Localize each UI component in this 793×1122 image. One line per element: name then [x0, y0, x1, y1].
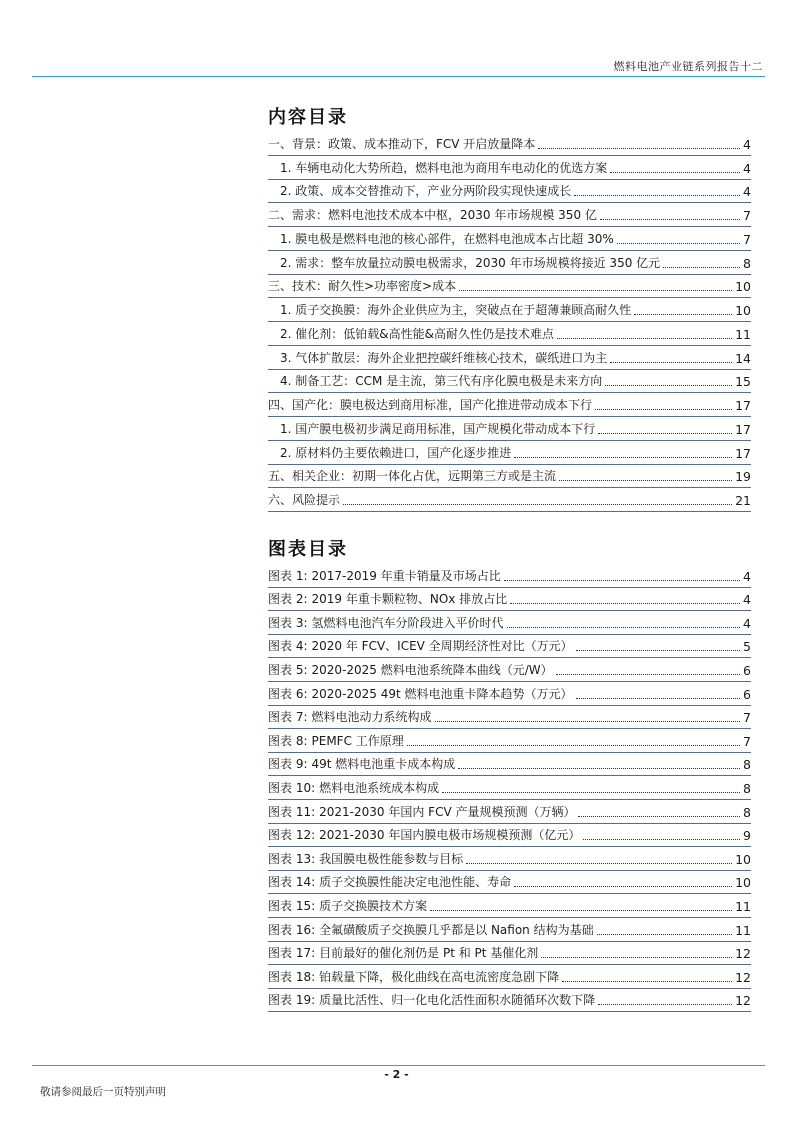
toc-entry-page: 4 [743, 184, 751, 200]
toc-entry[interactable] [268, 203, 751, 227]
figure-leader-dots [556, 674, 740, 675]
figure-entry-text: 燃料电池动力系统构成 [311, 710, 432, 725]
toc-entry-text: 1. 车辆电动化大势所趋，燃料电池为商用车电动化的优选方案 [280, 160, 608, 175]
figure-entry-text: 质子交换膜技术方案 [319, 898, 428, 913]
toc-entry-text: 2. 催化剂：低铂载&高性能&高耐久性仍是技术难点 [280, 326, 554, 341]
toc-entry-text: 2. 需求：整车放量拉动膜电极需求，2030 年市场规模将接近 350 亿元 [280, 255, 661, 270]
figure-entry[interactable] [268, 965, 751, 989]
toc-leader-dots [598, 433, 732, 434]
figure-entry-page: 7 [743, 733, 751, 749]
figure-entry[interactable] [268, 729, 751, 753]
toc-leader-dots [574, 195, 740, 196]
toc-entry-text: 2. 原材料仍主要依赖进口，国产化逐步推进 [280, 445, 512, 460]
toc-leader-dots [663, 267, 740, 268]
figure-entry-text: 49t 燃料电池重卡成本构成 [311, 757, 456, 772]
figure-entry-label: 图表 6: [268, 686, 308, 701]
figure-leader-dots [576, 650, 740, 651]
figure-entry-page: 4 [743, 568, 751, 584]
toc-leader-dots [610, 362, 732, 363]
figure-leader-dots [507, 627, 741, 628]
figure-entry-page: 4 [743, 615, 751, 631]
figure-leader-dots [407, 745, 740, 746]
toc-entry-text: 五、相关企业：初期一体化占优，远期第三方或是主流 [268, 469, 557, 484]
toc-entry[interactable] [268, 370, 751, 394]
toc-leader-dots [610, 172, 740, 173]
toc-entry-text: 2. 政策、成本交替推动下，产业分两阶段实现快速成长 [280, 184, 572, 199]
figure-entry[interactable] [268, 564, 751, 588]
toc-entry[interactable] [268, 298, 751, 322]
figure-entry-text: 质量比活性、归一化电化活性面积水随循环次数下降 [319, 993, 596, 1008]
toc-entry-page: 17 [735, 445, 751, 461]
figure-leader-dots [430, 910, 732, 911]
figure-entry-page: 11 [735, 922, 751, 938]
figure-leader-dots [541, 957, 732, 958]
figure-entry[interactable] [268, 682, 751, 706]
figure-entry-text: 全氟磺酸质子交换膜几乎都是以 Nafion 结构为基础 [319, 922, 594, 937]
report-series-title: 燃料电池产业链系列报告十二 [613, 60, 763, 73]
page-number: - 2 - [384, 1068, 409, 1081]
toc-entry[interactable] [268, 417, 751, 441]
toc-entry-text: 六、风险提示 [268, 493, 341, 507]
figure-entry-label: 图表 8: [268, 733, 308, 748]
figure-entry-label: 图表 13: [268, 851, 316, 866]
toc-entry-page: 10 [735, 303, 751, 318]
toc-entry-page: 7 [743, 231, 751, 247]
toc-entry-page: 19 [735, 469, 751, 485]
figure-leader-dots [435, 721, 741, 722]
figure-entry[interactable] [268, 989, 751, 1013]
figure-entry-label: 图表 4: [268, 639, 308, 654]
toc-entry[interactable] [268, 488, 751, 512]
list-of-figures [268, 564, 751, 1012]
figure-entry-page: 4 [743, 592, 751, 608]
figure-leader-dots [504, 580, 740, 581]
figure-entry-label: 图表 7: [268, 710, 308, 725]
figure-entry-label: 图表 18: [268, 969, 316, 984]
toc-entry-page: 8 [743, 255, 751, 271]
figure-entry-text: PEMFC 工作原理 [311, 733, 404, 748]
toc-entry-page: 14 [735, 350, 751, 366]
toc-entry-text: 1. 膜电极是燃料电池的核心部件，在燃料电池成本占比超 30% [280, 231, 614, 246]
toc-leader-dots [538, 148, 740, 149]
figure-entry-text: 2017-2019 年重卡销量及市场占比 [311, 568, 501, 583]
figure-entry-page: 12 [735, 969, 751, 985]
figure-leader-dots [514, 886, 732, 887]
toc-leader-dots [514, 457, 732, 458]
figure-entry[interactable] [268, 847, 751, 871]
figure-leader-dots [442, 792, 740, 793]
toc-leader-dots [557, 338, 732, 339]
toc-entry-page: 4 [743, 160, 751, 176]
toc-leader-dots [343, 504, 732, 505]
figure-leader-dots [466, 863, 732, 864]
figure-entry[interactable] [268, 776, 751, 800]
figure-entry[interactable] [268, 800, 751, 824]
figure-entry-page: 8 [743, 804, 751, 820]
figure-entry-label: 图表 10: [268, 780, 316, 795]
toc-entry-page: 10 [735, 279, 751, 295]
figure-entry-page: 9 [743, 828, 751, 844]
figure-entry-page: 6 [743, 662, 751, 678]
toc-entry[interactable] [268, 227, 751, 251]
toc-entry-text: 一、背景：政策、成本推动下，FCV 开启放量降本 [268, 136, 536, 151]
figure-entry-text: 2020-2025 49t 燃料电池重卡降本趋势（万元） [311, 686, 573, 701]
figure-entry-page: 12 [735, 993, 751, 1009]
toc-entry[interactable] [268, 251, 751, 275]
figure-leader-dots [597, 934, 732, 935]
disclaimer-note: 敬请参阅最后一页特别声明 [40, 1086, 166, 1098]
toc-entry[interactable] [268, 180, 751, 204]
figure-entry-page: 5 [743, 639, 751, 655]
toc-entry-text: 三、技术：耐久性>功率密度>成本 [268, 279, 457, 294]
figure-entry-page: 12 [735, 946, 751, 962]
figure-entry[interactable] [268, 588, 751, 612]
toc-leader-dots [559, 480, 732, 481]
contents-title: 内容目录 [268, 107, 348, 128]
header-divider [32, 76, 765, 77]
figure-leader-dots [510, 603, 740, 604]
toc-entry-text: 二、需求：燃料电池技术成本中枢，2030 年市场规模 350 亿 [268, 208, 597, 222]
figure-entry-text: 2020-2025 燃料电池系统降本曲线（元/W） [311, 662, 553, 677]
figure-entry-label: 图表 11: [268, 804, 316, 819]
figure-entry-page: 8 [743, 780, 751, 796]
figure-entry-label: 图表 15: [268, 898, 316, 913]
figure-entry-text: 氢燃料电池汽车分阶段进入平价时代 [311, 615, 504, 630]
figure-entry-label: 图表 1: [268, 568, 308, 583]
toc-entry[interactable] [268, 346, 751, 370]
toc-leader-dots [459, 290, 732, 291]
toc-entry-text: 四、国产化：膜电极达到商用标准，国产化推进带动成本下行 [268, 398, 593, 412]
figure-entry-label: 图表 19: [268, 993, 316, 1008]
figure-entry-label: 图表 16: [268, 922, 316, 937]
toc-leader-dots [605, 385, 732, 386]
toc-leader-dots [600, 219, 740, 220]
figure-leader-dots [576, 698, 741, 699]
figure-entry[interactable] [268, 871, 751, 895]
toc-entry[interactable] [268, 465, 751, 489]
figure-entry-text: 目前最好的催化剂仍是 Pt 和 Pt 基催化剂 [319, 946, 539, 961]
figure-leader-dots [598, 1004, 732, 1005]
toc-entry-page: 11 [735, 326, 751, 342]
figure-entry-text: 铂载量下降，极化曲线在高电流密度急剧下降 [319, 969, 560, 984]
toc-entry-page: 4 [743, 136, 751, 152]
toc-entry[interactable] [268, 441, 751, 465]
figure-entry-text: 我国膜电极性能参数与目标 [319, 851, 464, 866]
figure-leader-dots [578, 816, 740, 817]
toc-leader-dots [617, 243, 740, 244]
figure-entry-label: 图表 12: [268, 828, 316, 843]
toc-entry-page: 17 [735, 421, 751, 437]
figure-entry-page: 7 [743, 710, 751, 726]
figure-entry-text: 2021-2030 年国内膜电极市场规模预测（亿元） [319, 828, 581, 843]
toc-entry-text: 3. 气体扩散层：海外企业把控碳纤维核心技术，碳纸进口为主 [280, 350, 608, 365]
figure-entry[interactable] [268, 942, 751, 966]
figure-entry[interactable] [268, 611, 751, 635]
toc-leader-dots [595, 409, 732, 410]
toc-entry[interactable] [268, 275, 751, 299]
figure-entry-text: 2020 年 FCV、ICEV 全周期经济性对比（万元） [311, 639, 573, 654]
figure-entry-page: 6 [743, 686, 751, 702]
toc-entry[interactable] [268, 393, 751, 417]
figure-entry-text: 燃料电池系统成本构成 [319, 780, 440, 795]
toc-entry[interactable] [268, 132, 751, 156]
figure-entry-label: 图表 9: [268, 757, 308, 772]
footer-divider [32, 1065, 765, 1066]
figure-leader-dots [562, 981, 732, 982]
toc-leader-dots [634, 314, 732, 315]
toc-entry-page: 17 [735, 398, 751, 413]
figure-entry-label: 图表 17: [268, 946, 316, 961]
toc-entry-text: 1. 质子交换膜：海外企业供应为主，突破点在于超薄兼顾高耐久性 [280, 303, 632, 317]
toc-entry[interactable] [268, 322, 751, 346]
toc-entry-page: 15 [735, 374, 751, 390]
figure-entry-label: 图表 2: [268, 592, 308, 607]
figure-leader-dots [583, 839, 740, 840]
figure-entry-label: 图表 14: [268, 875, 316, 890]
figure-entry[interactable] [268, 824, 751, 848]
figure-entry[interactable] [268, 706, 751, 730]
figure-entry[interactable] [268, 635, 751, 659]
toc-entry-page: 7 [743, 208, 751, 223]
figure-leader-dots [458, 768, 740, 769]
figure-entry-text: 2021-2030 年国内 FCV 产量规模预测（万辆） [319, 804, 576, 819]
figure-entry-page: 11 [735, 898, 751, 914]
figure-entry-page: 8 [743, 757, 751, 773]
figure-entry[interactable] [268, 894, 751, 918]
figure-entry[interactable] [268, 753, 751, 777]
figure-entry-label: 图表 3: [268, 615, 308, 630]
figure-entry-label: 图表 5: [268, 662, 308, 677]
table-of-contents [268, 132, 751, 512]
toc-entry[interactable] [268, 156, 751, 180]
figures-title: 图表目录 [268, 539, 348, 560]
figure-entry[interactable] [268, 918, 751, 942]
figure-entry-page: 10 [735, 875, 751, 891]
figure-entry-page: 10 [735, 851, 751, 867]
figure-entry[interactable] [268, 658, 751, 682]
figure-entry-text: 质子交换膜性能决定电池性能、寿命 [319, 875, 512, 890]
figure-entry-text: 2019 年重卡颗粒物、NOx 排放占比 [311, 592, 508, 607]
toc-entry-text: 4. 制备工艺：CCM 是主流，第三代有序化膜电极是未来方向 [280, 374, 603, 389]
toc-entry-text: 1. 国产膜电极初步满足商用标准，国产规模化带动成本下行 [280, 421, 596, 436]
toc-entry-page: 21 [735, 493, 751, 508]
